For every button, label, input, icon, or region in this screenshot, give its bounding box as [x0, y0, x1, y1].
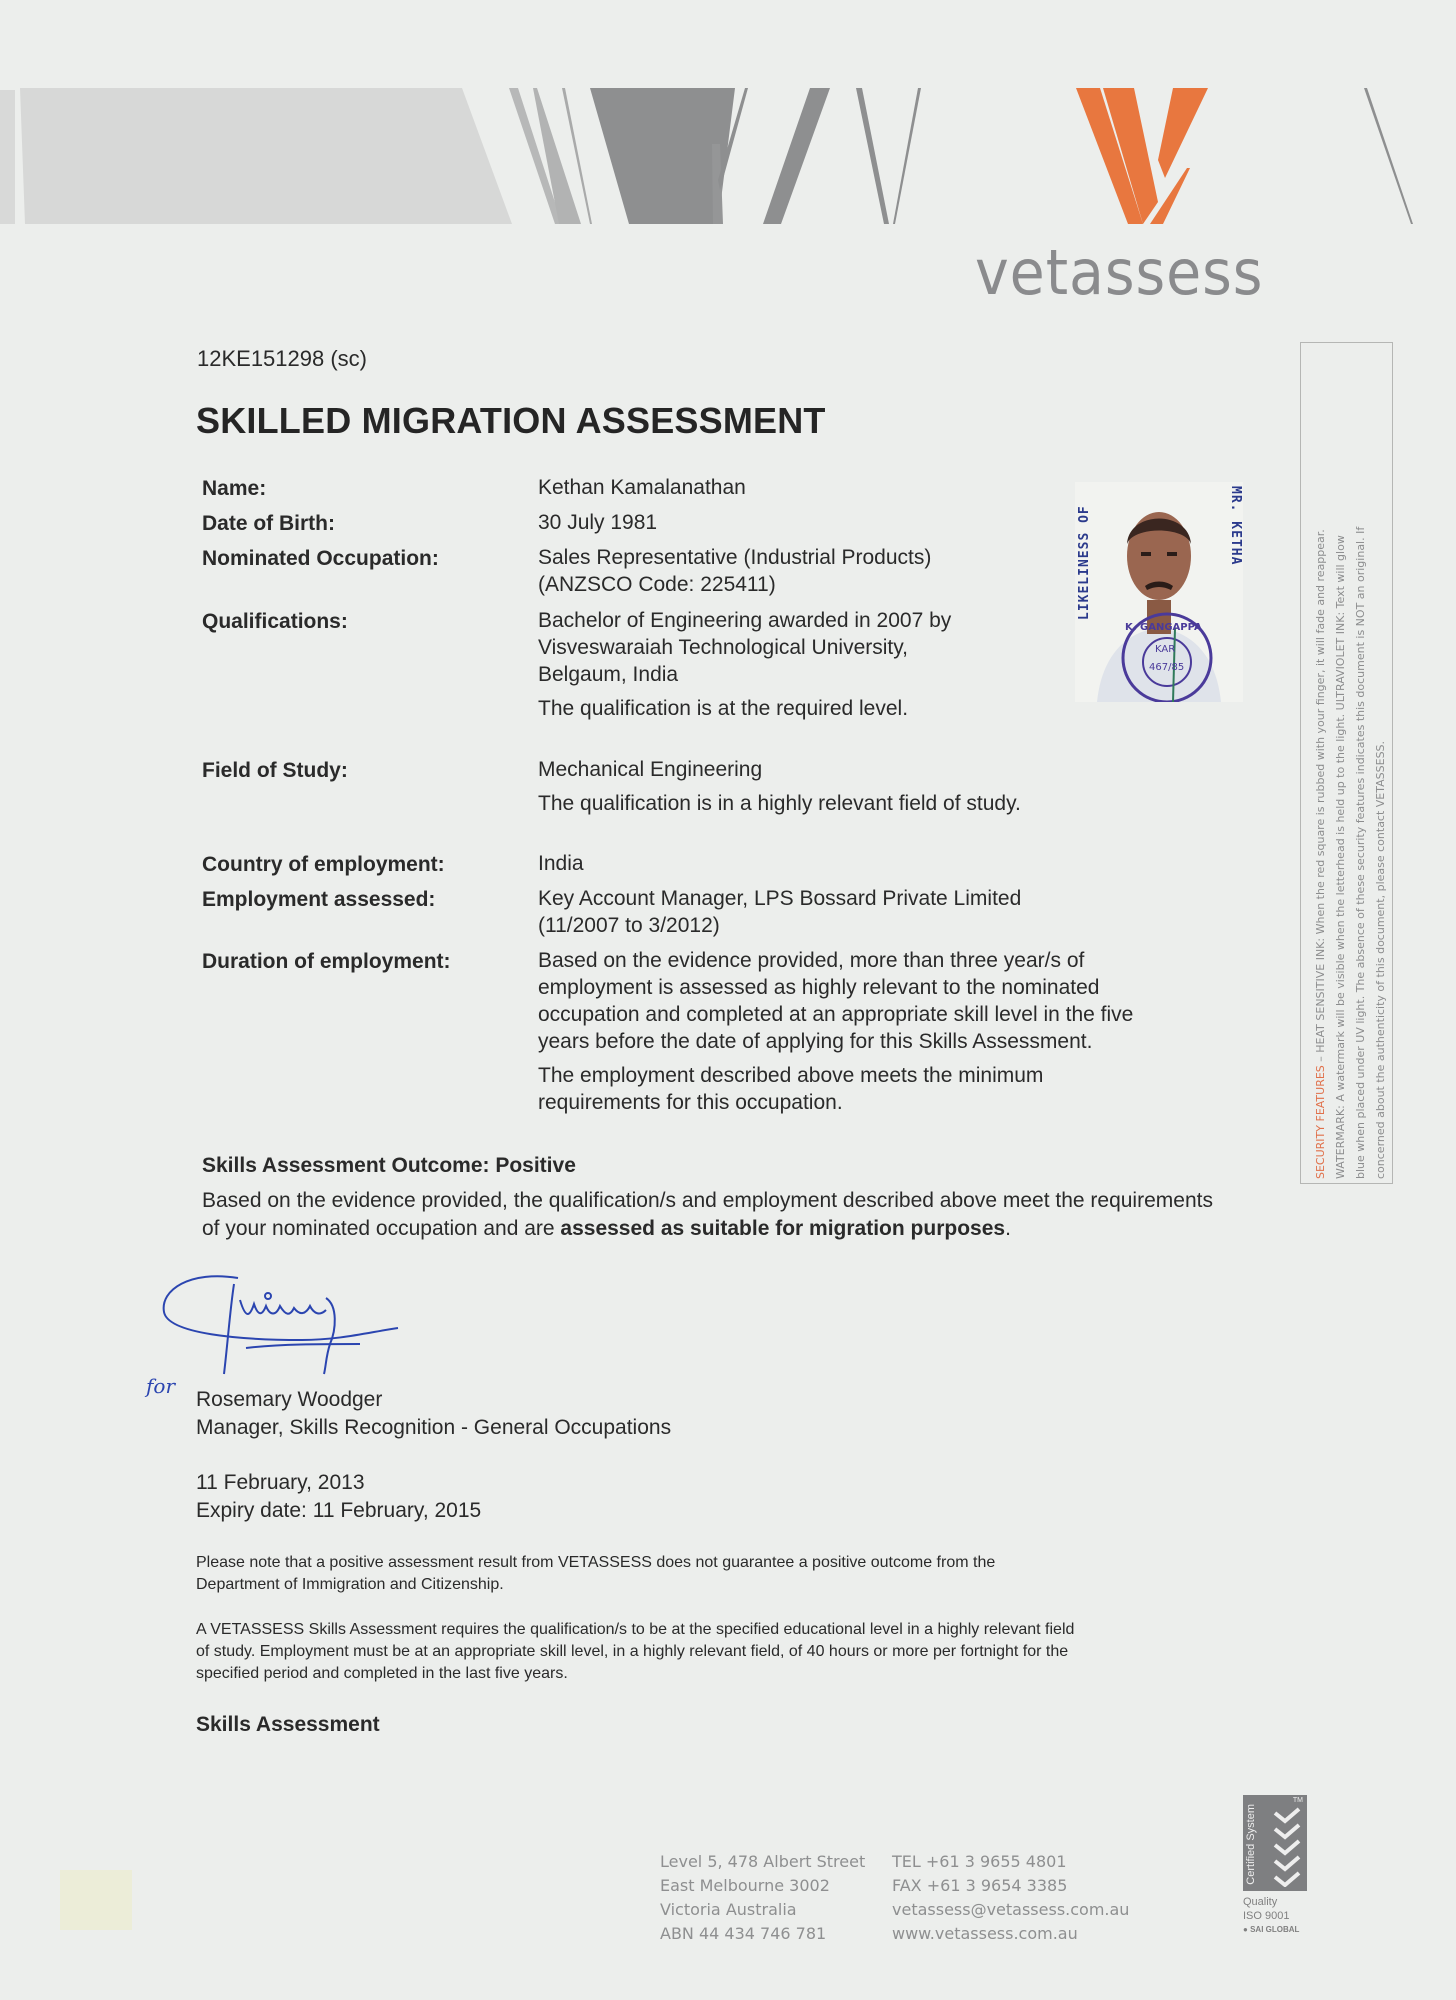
- note-line: A VETASSESS Skills Assessment requires the qualification/s to be at the specified educational level in a highly relevant field: [196, 1621, 1075, 1638]
- outcome-emphasis: assessed as suitable for migration purposes: [560, 1217, 1006, 1240]
- outcome-text: Based on the evidence provided, the qualification/s and employment described above meet the requirements of your nominated occupation and are: [202, 1189, 1213, 1240]
- sai-global-label: [1243, 1923, 1313, 1937]
- banner-light-block: [0, 90, 15, 224]
- field-of-study-value: Mechanical Engineering: [538, 758, 763, 781]
- assessment-dates: [196, 1469, 481, 1525]
- footer-heading: Skills Assessment: [196, 1713, 380, 1736]
- field-value-dob: 30 July 1981: [538, 511, 658, 534]
- field-label-qualifications: Qualifications:: [202, 610, 348, 633]
- trademark-label: TM: [1292, 1797, 1303, 1804]
- employment-period: (11/2007 to 3/2012): [538, 914, 720, 937]
- security-line: blue when placed under UV light. The absence of these security features indicates this document is NOT an original. If: [1354, 526, 1367, 1179]
- field-value-name: Kethan Kamalanathan: [538, 476, 746, 499]
- field-value-employment: [538, 885, 1238, 939]
- handwritten-signature: [150, 1270, 410, 1380]
- duration-note: The employment described above meets the minimum: [538, 1064, 1044, 1087]
- field-value-qualifications: [538, 607, 1058, 722]
- outcome-heading: Skills Assessment Outcome: Positive: [202, 1154, 576, 1177]
- note-line: Department of Immigration and Citizenship.: [196, 1576, 504, 1593]
- email-link[interactable]: vetassess@vetassess.com.au: [892, 1900, 1130, 1919]
- banner-bar: [1364, 88, 1413, 224]
- photo-caption-likeliness: LIKELINESS OF: [1077, 505, 1092, 620]
- expiry-date: Expiry date: 11 February, 2015: [196, 1499, 482, 1522]
- duration-line: Based on the evidence provided, more than three year/s of: [538, 949, 1085, 972]
- banner-bar: [893, 88, 921, 224]
- duration-line: years before the date of applying for this Skills Assessment.: [538, 1030, 1093, 1053]
- disclaimer-note: [196, 1552, 1286, 1596]
- signatory-role: Manager, Skills Recognition - General Occupations: [196, 1416, 672, 1439]
- brand-wordmark: vetassess: [975, 236, 1264, 309]
- field-value-duration: [538, 947, 1238, 1116]
- globe-icon: ●: [1243, 1925, 1248, 1934]
- duration-line: occupation and completed at an appropriate skill level in the five: [538, 1003, 1134, 1026]
- anzsco-code: (ANZSCO Code: 225411): [538, 573, 776, 596]
- iso-standard: ISO 9001: [1243, 1910, 1290, 1922]
- security-features-panel: [1300, 342, 1393, 1184]
- address-line: Victoria Australia: [660, 1900, 797, 1919]
- fax: FAX +61 3 9654 3385: [892, 1876, 1068, 1895]
- banner-bar: [763, 88, 830, 224]
- employment-role: Key Account Manager, LPS Bossard Private Limited: [538, 887, 1022, 910]
- stamp-name: K. GANGAPPA: [1125, 622, 1202, 633]
- requirements-note: [196, 1619, 1286, 1685]
- security-features-text: [1311, 347, 1391, 1179]
- note-line: specified period and completed in the last five years.: [196, 1665, 568, 1682]
- field-label-employment: Employment assessed:: [202, 888, 436, 911]
- page-title: SKILLED MIGRATION ASSESSMENT: [196, 400, 826, 441]
- security-line: concerned about the authenticity of this document, please contact VETASSESS.: [1374, 740, 1387, 1179]
- phone: TEL +61 3 9655 4801: [892, 1852, 1067, 1871]
- qualification-line: Bachelor of Engineering awarded in 2007 by: [538, 609, 952, 632]
- iso-certification: [1243, 1795, 1313, 1937]
- qualification-line: Belgaum, India: [538, 663, 679, 686]
- banner-bar: [856, 88, 889, 224]
- field-value-country: India: [538, 852, 584, 875]
- stamp-number: 467/85: [1149, 662, 1185, 673]
- duration-line: employment is assessed as highly relevant to the nominated: [538, 976, 1100, 999]
- outcome-end: .: [1005, 1217, 1011, 1240]
- field-of-study-note: The qualification is in a highly relevant field of study.: [538, 792, 1021, 815]
- duration-note: requirements for this occupation.: [538, 1091, 843, 1114]
- signatory-name: Rosemary Woodger: [196, 1388, 383, 1411]
- occupation-title: Sales Representative (Industrial Products): [538, 546, 932, 569]
- checkmarks-icon: [1271, 1807, 1303, 1887]
- issue-date: 11 February, 2013: [196, 1471, 365, 1494]
- sai-global-text: SAI GLOBAL: [1250, 1925, 1300, 1934]
- certified-system-badge: [1243, 1795, 1307, 1891]
- address-line: Level 5, 478 Albert Street: [660, 1852, 866, 1871]
- security-line: WATERMARK: A watermark will be visible when the letterhead is held up to the light. ULTRAVIOLET INK: Text will glow: [1334, 535, 1347, 1179]
- postal-address: [660, 1850, 865, 1946]
- signature-for-note: for: [146, 1374, 176, 1398]
- note-line: of study. Employment must be at an appropriate skill level, in a highly relevant field, of 40 hours or more per fortnight for the: [196, 1643, 1069, 1660]
- signatory: [196, 1386, 671, 1442]
- quality-label: Quality: [1243, 1896, 1278, 1908]
- field-value-occupation: [538, 544, 1058, 598]
- field-label-name: Name:: [202, 477, 267, 500]
- field-label-country: Country of employment:: [202, 853, 445, 876]
- note-line: Please note that a positive assessment result from VETASSESS does not guarantee a positive outcome from the: [196, 1554, 996, 1571]
- field-value-field-of-study: [538, 756, 1238, 817]
- qualification-line: Visveswaraiah Technological University,: [538, 636, 909, 659]
- applicant-photo: [1075, 482, 1243, 702]
- banner-bar: [533, 88, 581, 224]
- heat-sensitive-square: [60, 1870, 132, 1930]
- abn: ABN 44 434 746 781: [660, 1924, 827, 1943]
- stamp-state: KAR: [1155, 644, 1176, 655]
- contact-details: [892, 1850, 1129, 1946]
- reference-number: 12KE151298 (sc): [197, 346, 367, 371]
- address-line: East Melbourne 3002: [660, 1876, 830, 1895]
- website-link[interactable]: www.vetassess.com.au: [892, 1924, 1078, 1943]
- security-line: – HEAT SENSITIVE INK: When the red square is rubbed with your finger, it will fade and reappear.: [1314, 529, 1327, 1066]
- photo-caption-name: MR. KETHA: [1228, 486, 1243, 566]
- field-label-occupation: Nominated Occupation:: [202, 547, 439, 570]
- certified-system-label: Certified System: [1245, 1804, 1257, 1885]
- qualification-note: The qualification is at the required level.: [538, 697, 909, 720]
- security-label: SECURITY FEATURES: [1314, 1065, 1327, 1179]
- field-label-dob: Date of Birth:: [202, 512, 335, 535]
- outcome-body: [202, 1187, 1222, 1243]
- banner-light-block: [20, 88, 512, 224]
- vetassess-v-logo-icon: [1076, 88, 1208, 224]
- field-label-duration: Duration of employment:: [202, 950, 451, 973]
- field-label-field-of-study: Field of Study:: [202, 759, 348, 782]
